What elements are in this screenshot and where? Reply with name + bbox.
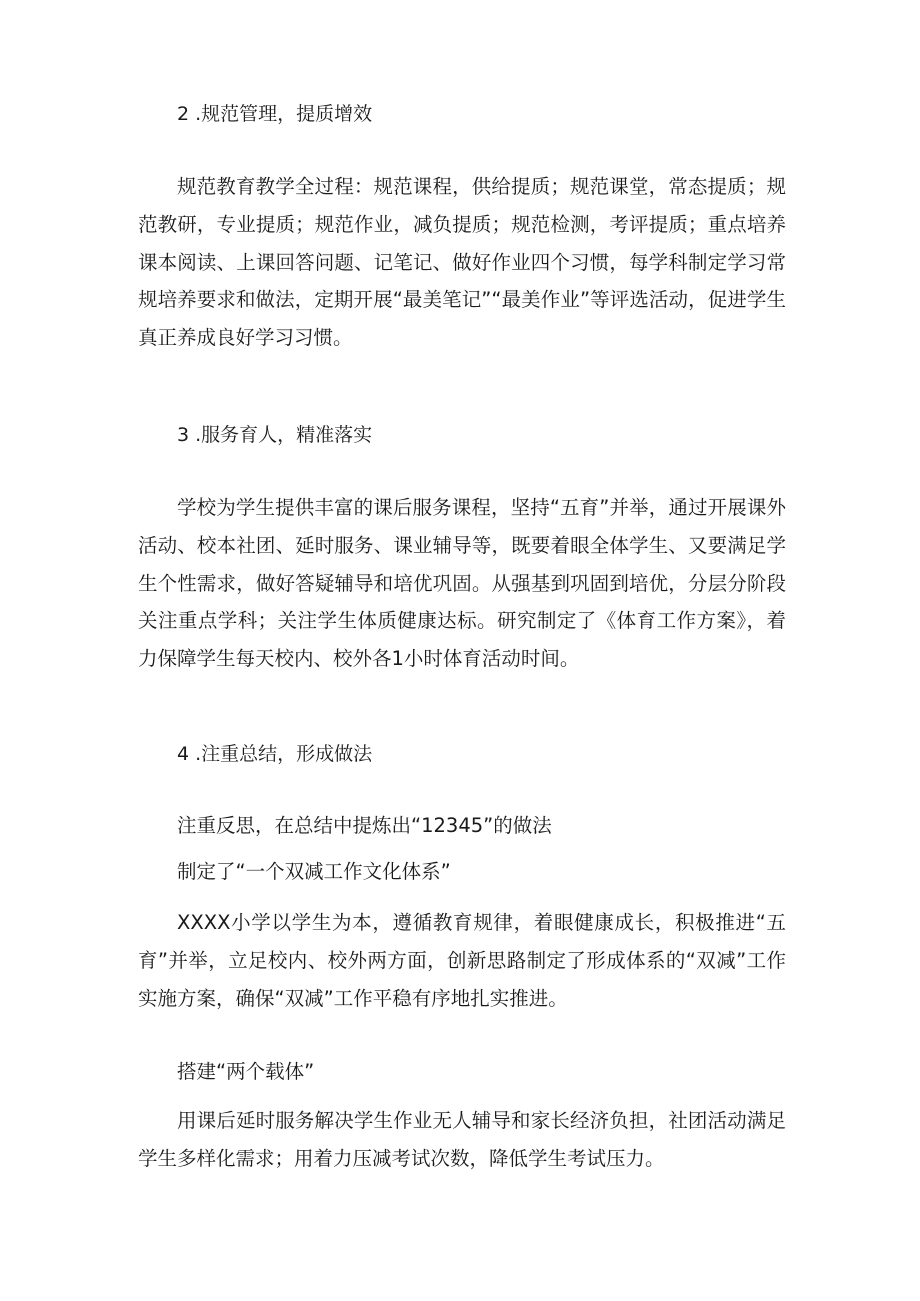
section-2-heading: 2 .规范管理，提质增效 [177, 103, 373, 125]
section-4-heading: 4 .注重总结，形成做法 [177, 743, 373, 765]
subsection-1-body: XXXX小学以学生为本，遵循教育规律，着眼健康成长，积极推进“五育”并举，立足校内、校外两方面，创新思路制定了形成体系的“双减”工作实施方案，确保“双减”工作平稳有序地扎实推进。 [138, 911, 786, 1010]
subsection-1-title: 制定了“一个双减工作文化体系” [177, 860, 451, 883]
section-2-body: 规范教育教学全过程：规范课程，供给提质；规范课堂，常态提质；规范教研，专业提质；规范作业，减负提质；规范检测，考评提质；重点培养课本阅读、上课回答问题、记笔记、做好作业四个习惯，每学科制定学习常规培养要求和做法，定期开展“最美笔记”“最美作业”等评选活动，促进学生真正养成良好学习习惯。 [138, 175, 786, 350]
subsection-2-title: 搭建“两个载体” [177, 1060, 315, 1083]
section-3-body: 学校为学生提供丰富的课后服务课程，坚持“五育”并举，通过开展课外活动、校本社团、延时服务、课业辅导等，既要着眼全体学生、又要满足学生个性需求，做好答疑辅导和培优巩固。从强基到巩固到培优，分层分阶段关注重点学科；关注学生体质健康达标。研究制定了《体育工作方案》，着力保障学生每天校内、校外各1小时体育活动时间。 [138, 496, 786, 671]
section-4-intro: 注重反思，在总结中提炼出“12345”的做法 [177, 814, 552, 837]
section-3-heading: 3 .服务育人，精准落实 [177, 424, 373, 446]
subsection-2-body: 用课后延时服务解决学生作业无人辅导和家长经济负担，社团活动满足学生多样化需求；用着力压减考试次数，降低学生考试压力。 [138, 1109, 786, 1170]
